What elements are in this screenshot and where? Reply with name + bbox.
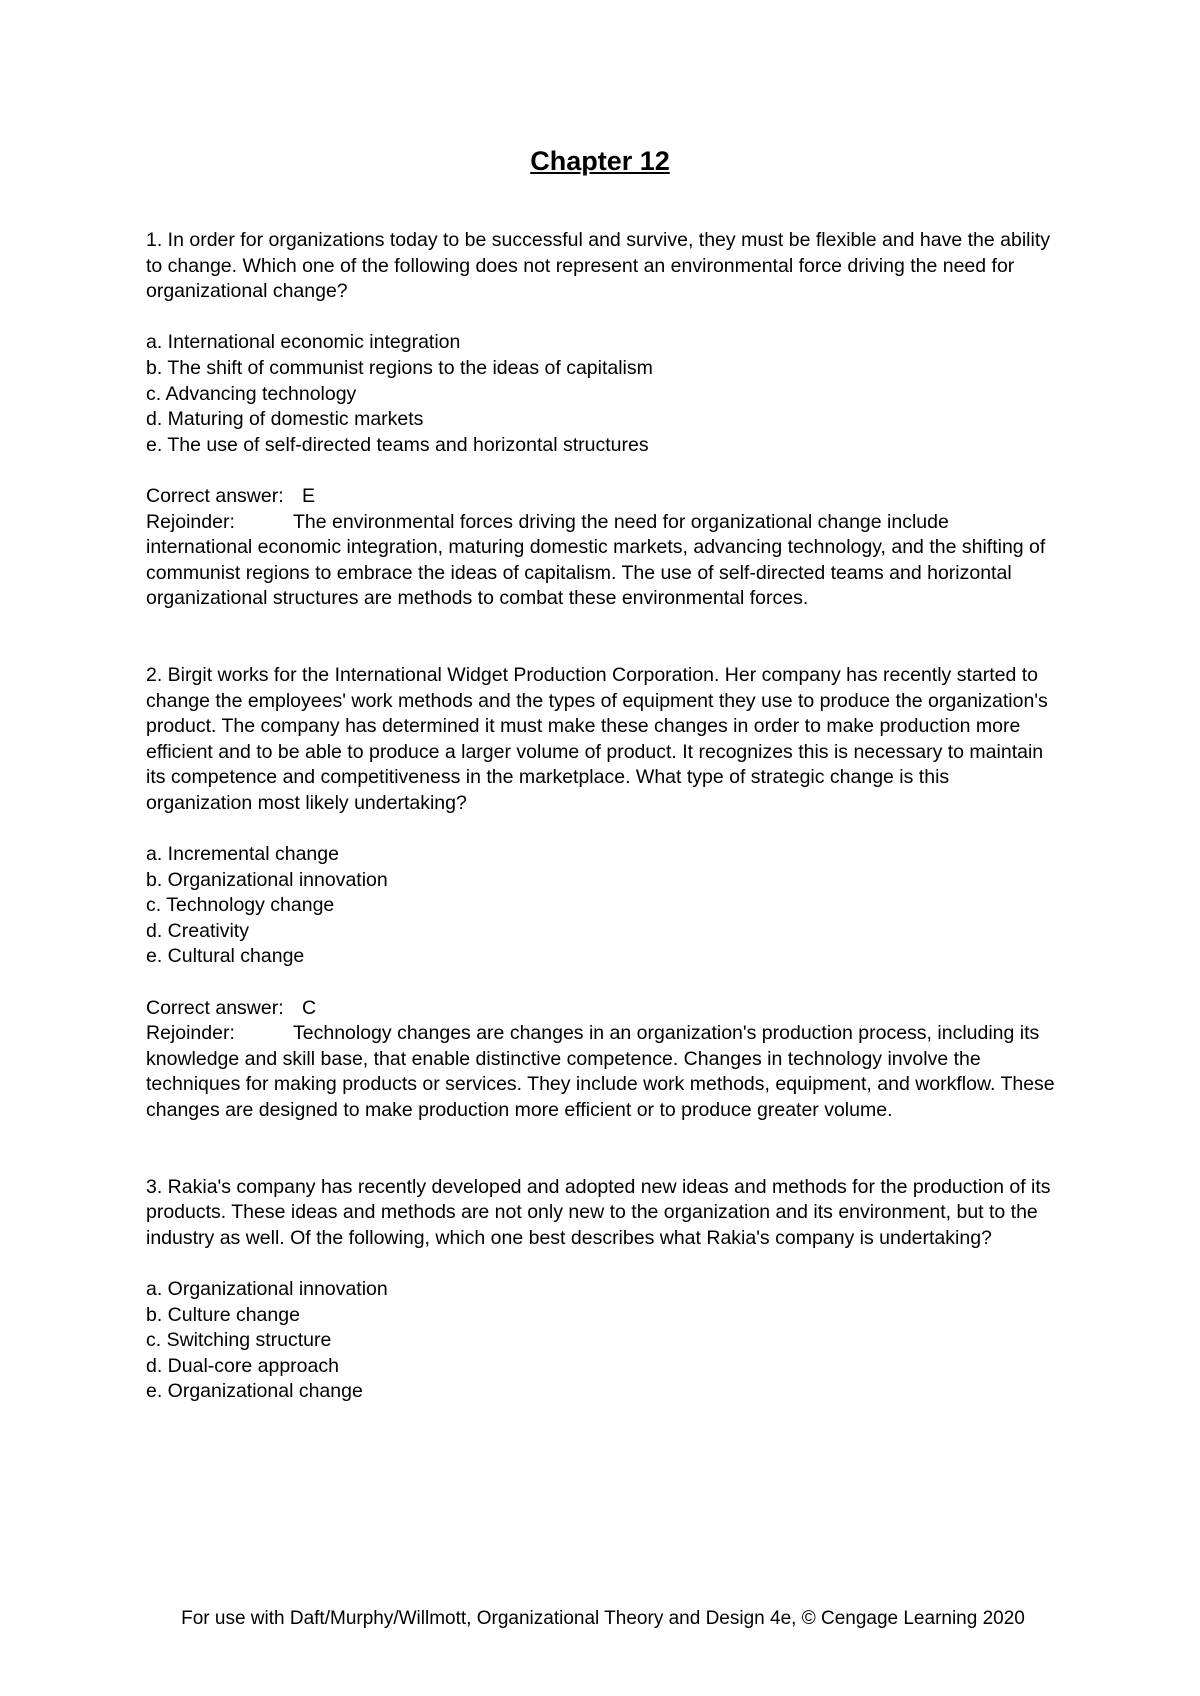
option-list [146, 842, 1056, 970]
question-1 [146, 228, 1056, 612]
rejoinder-text: Technology changes are changes in an organization's production process, including its knowledge and skill base, that enable distinctive competence. Changes in technology involve the techniques for making products or services. They include work methods, equipment, and workflow. These changes are designed to make production more efficient or to produce greater volume. [146, 1022, 1055, 1121]
option-c: c. Technology change [146, 894, 335, 917]
option-c: c. Switching structure [146, 1329, 332, 1352]
correct-answer-line [146, 484, 1056, 510]
question-stem: 1. In order for organizations today to be successful and survive, they must be flexible and have the ability to change. Which one of the following does not represent an environmental force driving the need for organizational change? [146, 229, 1051, 303]
question-2 [146, 663, 1056, 1124]
footer-text: For use with Daft/Murphy/Willmott, Organizational Theory and Design 4e, © Cengage Learning 2020 [181, 1608, 1025, 1629]
option-a: a. Incremental change [146, 843, 339, 866]
option-c: c. Advancing technology [146, 382, 357, 405]
question-list [146, 228, 1056, 1405]
option-e: e. Organizational change [146, 1380, 363, 1403]
correct-answer-label: Correct answer: [146, 484, 284, 507]
page-footer [0, 1607, 1200, 1631]
option-list [146, 1277, 1056, 1405]
option-b: b. The shift of communist regions to the ideas of capitalism [146, 356, 653, 379]
question-stem: 3. Rakia's company has recently developed and adopted new ideas and methods for the production of its products. These ideas and methods are not only new to the organization and its environment, but to the industry as well. Of the following, which one best describes what Rakia's company is undertaking? [146, 1175, 1051, 1249]
correct-answer-line [146, 996, 1056, 1022]
option-a: a. International economic integration [146, 331, 461, 354]
rejoinder-label: Rejoinder: [146, 1022, 235, 1045]
answer-block [146, 996, 1056, 1124]
option-b: b. Culture change [146, 1303, 300, 1326]
correct-answer-value: C [302, 996, 317, 1019]
option-e: e. Cultural change [146, 945, 305, 968]
correct-answer-value: E [302, 484, 316, 507]
rejoinder-label: Rejoinder: [146, 510, 235, 533]
rejoinder-text: The environmental forces driving the need for organizational change include international economic integration, maturing domestic markets, advancing technology, and the shifting of communist regions to embrace the ideas of capitalism. The use of self-directed teams and horizontal organizational structures are methods to combat these environmental forces. [146, 510, 1046, 610]
option-d: d. Dual-core approach [146, 1354, 339, 1377]
page-title: Chapter 12 [530, 146, 670, 176]
answer-block [146, 484, 1056, 612]
correct-answer-label: Correct answer: [146, 996, 284, 1019]
option-e: e. The use of self-directed teams and horizontal structures [146, 433, 649, 456]
option-b: b. Organizational innovation [146, 868, 388, 891]
question-stem: 2. Birgit works for the International Widget Production Corporation. Her company has recently started to change the employees' work methods and the types of equipment they use to produce the organization's product. The company has determined it must make these changes in order to make production more efficient and to be able to produce a larger volume of product. It recognizes this is necessary to maintain its competence and competitiveness in the marketplace. What type of strategic change is this organization most likely undertaking? [146, 663, 1048, 814]
rejoinder [146, 1021, 1056, 1123]
rejoinder [146, 510, 1056, 612]
question-3 [146, 1175, 1056, 1405]
option-list [146, 330, 1056, 458]
option-a: a. Organizational innovation [146, 1277, 388, 1300]
option-d: d. Creativity [146, 919, 249, 942]
option-d: d. Maturing of domestic markets [146, 408, 424, 431]
